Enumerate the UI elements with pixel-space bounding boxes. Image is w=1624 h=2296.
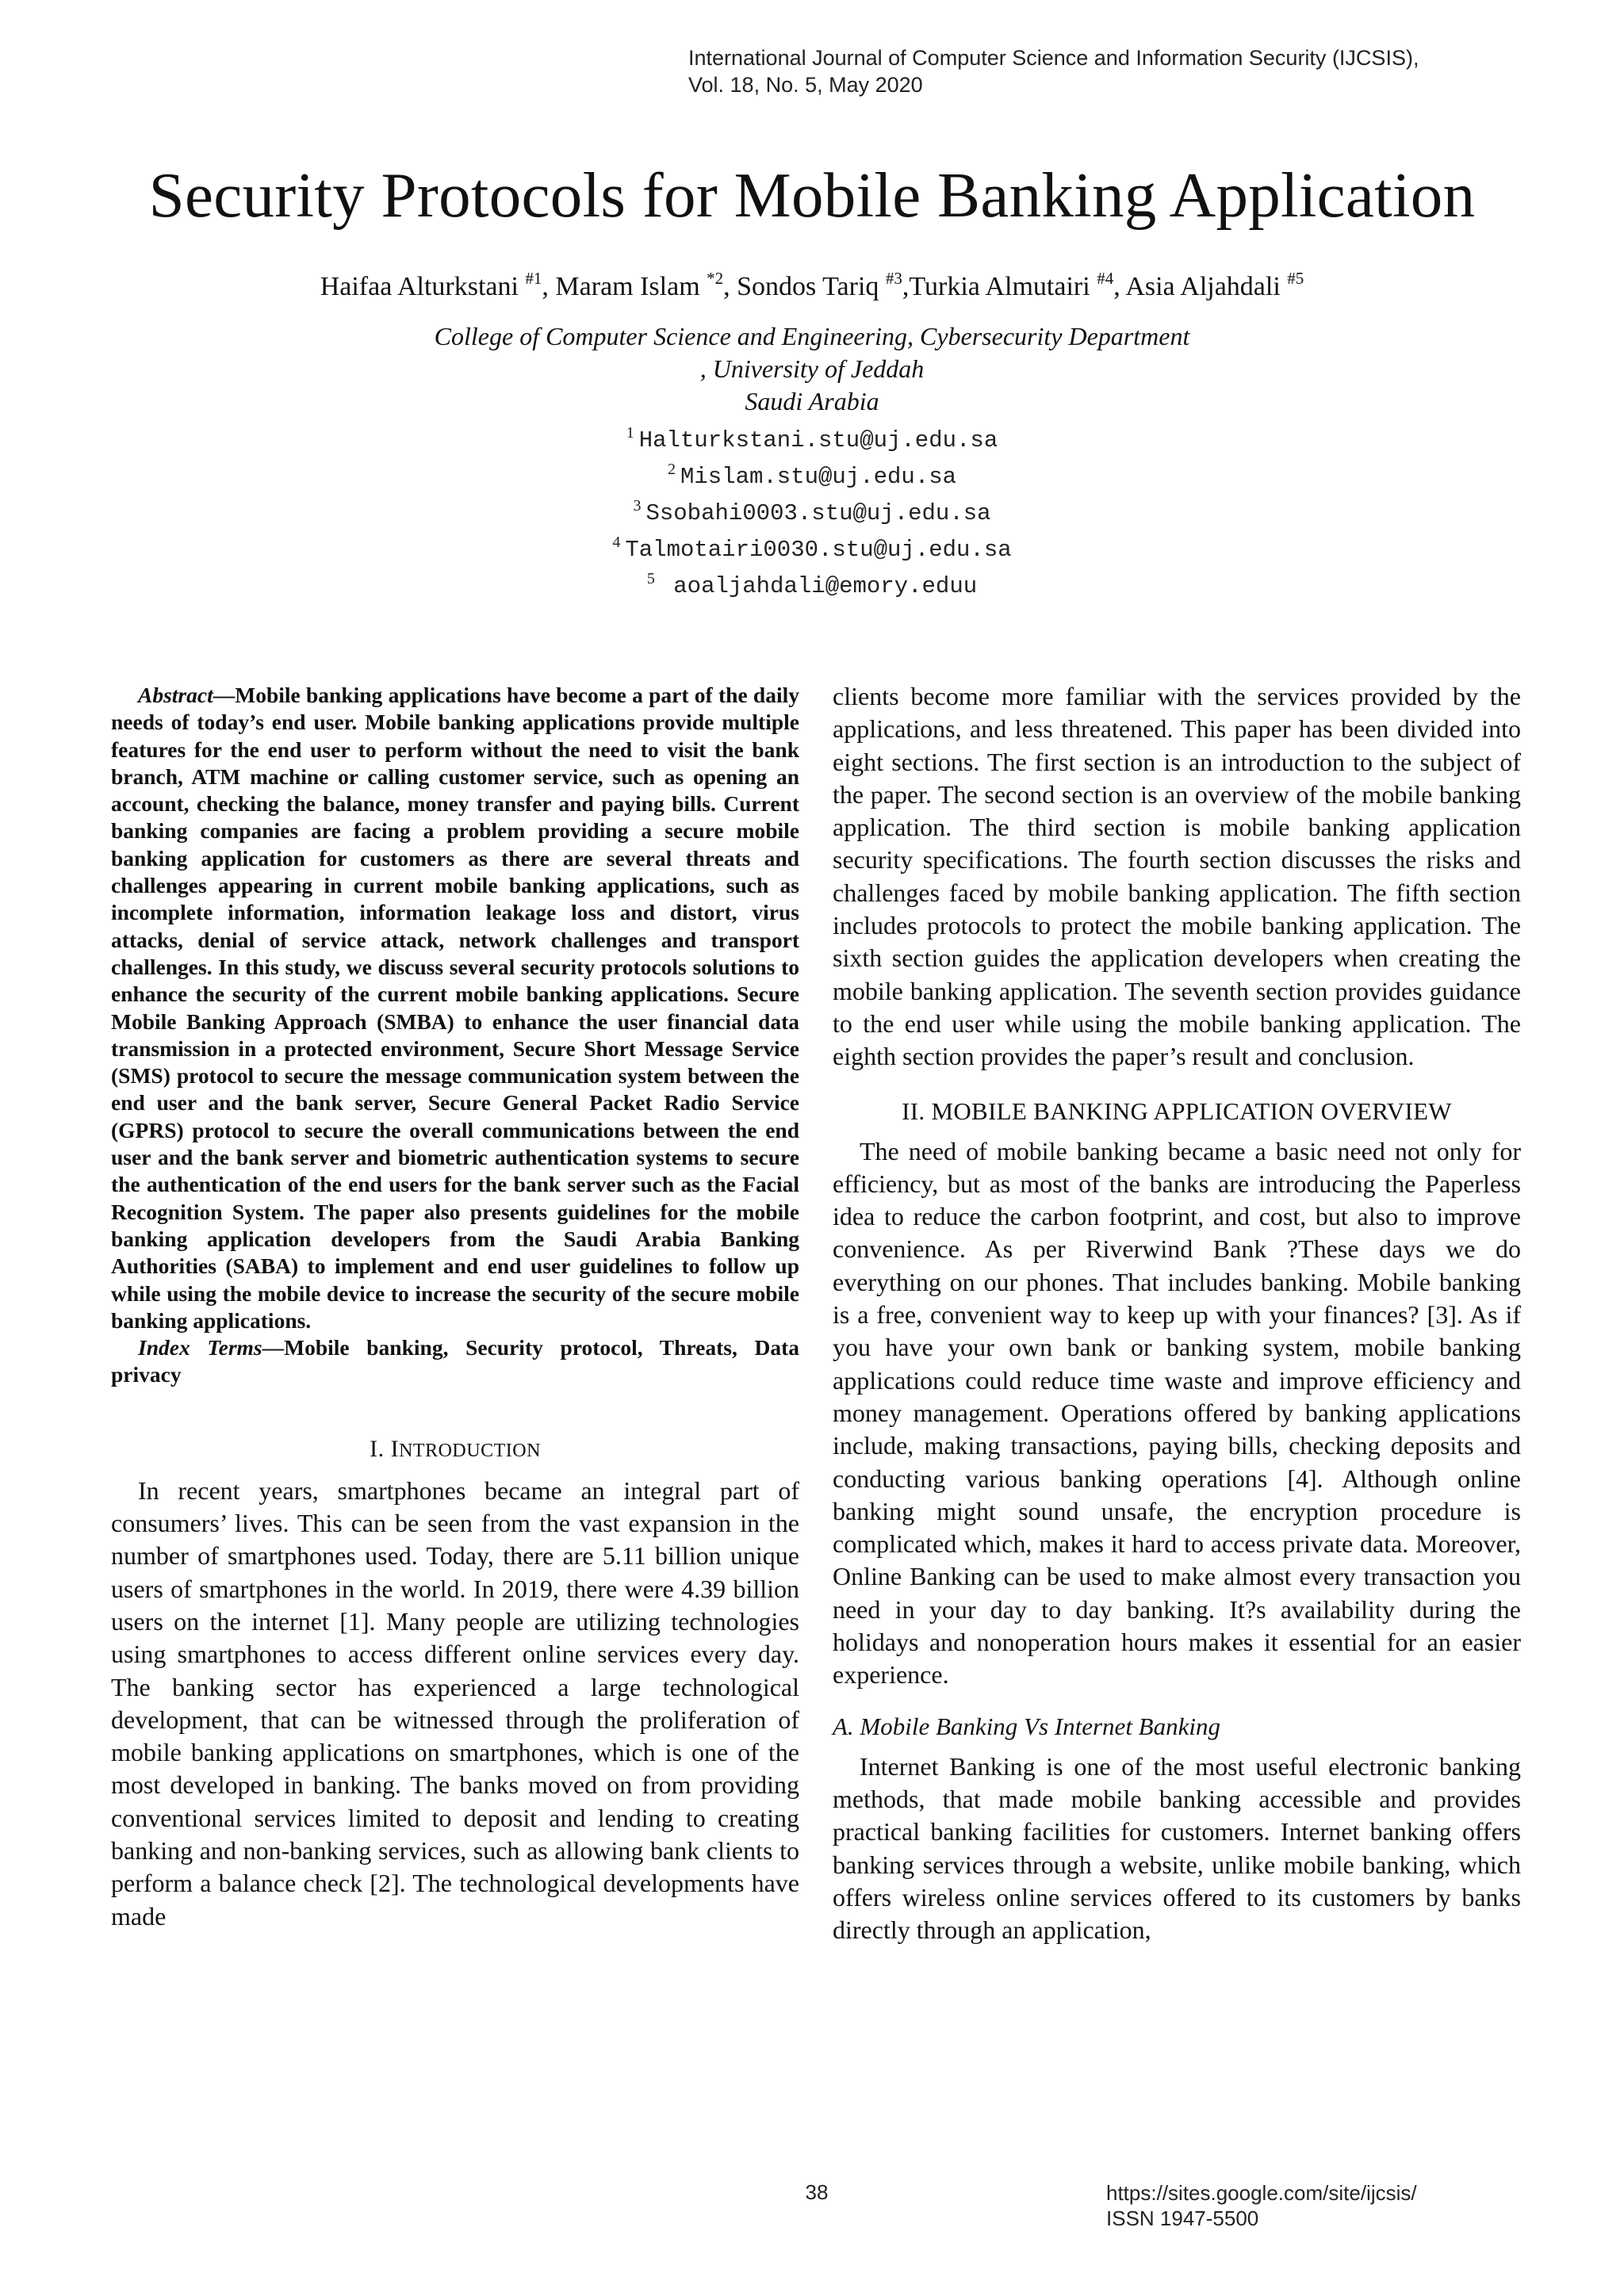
index-terms-text: —Mobile banking, Security protocol, Threats, Data privacy [111, 1335, 799, 1387]
email-address[interactable]: aoaljahdali@emory.eduu [659, 573, 978, 599]
page-number: 38 [805, 2180, 829, 2204]
section-heading-introduction [111, 1433, 799, 1467]
footer-info [1106, 2180, 1503, 2231]
author-name: Asia Aljahdali [1125, 272, 1288, 301]
email-item [0, 455, 1624, 492]
author-name: Haifaa Alturkstani [320, 272, 526, 301]
author-separator: , [1113, 272, 1126, 301]
index-terms-label: Index Terms [138, 1335, 262, 1360]
author-separator: , [723, 272, 737, 301]
abstract-text: —Mobile banking applications have become a part of the daily needs of today’s end user. Mobile banking applications provide multiple features for the end user to perform without the need to visit the bank branch, ATM machine or calling customer service, such as opening an account, checking the balance, money transfer and paying bills. Current banking companies are facing a problem providing a secure mobile banking application for customers as there are several threats and challenges appearing in current mobile banking applications, such as incomplete information, information leakage loss and distort, virus attacks, denial of service attack, network challenges and transport challenges. In this study, we discuss several security protocols solutions to enhance the security of the current mobile banking applications. Secure Mobile Banking Approach (SMBA) to enhance the user financial data transmission in a protected environment, Secure Short Message Service (SMS) protocol to secure the message communication system between the end user and the bank server, Secure General Packet Radio Service (GPRS) protocol to secure the overall communications between the end user and the bank server and biometric authentication systems to secure the authentication of the end users for the bank server such as the Facial Recognition System. The paper also presents guidelines for the mobile banking application developers from the Saudi Arabia Banking Authorities (SABA) to implement and end user guidelines to follow up while using the mobile device to increase the security of the secure mobile banking applications. [111, 683, 799, 1333]
email-address[interactable]: Mislam.stu@uj.edu.sa [680, 464, 957, 490]
footer-issn: ISSN 1947-5500 [1106, 2206, 1259, 2230]
section-title-rest: NTRODUCTION [399, 1440, 541, 1461]
paper-title: Security Protocols for Mobile Banking Application [148, 159, 1476, 231]
email-list [0, 419, 1624, 601]
right-column [833, 680, 1521, 1946]
email-item [0, 419, 1624, 455]
email-number: 5 [646, 570, 655, 587]
email-number: 2 [667, 461, 676, 478]
email-address[interactable]: Halturkstani.stu@uj.edu.sa [638, 427, 998, 453]
author-separator: , [542, 272, 556, 301]
section-numeral: I. [370, 1435, 391, 1462]
affiliation-department: College of Computer Science and Engineering, Cybersecurity Department [434, 322, 1190, 350]
author-mark: #3 [885, 269, 902, 288]
email-address[interactable]: Talmotairi0030.stu@uj.edu.sa [625, 537, 1012, 563]
author-mark: #4 [1097, 269, 1114, 288]
author-mark: #1 [525, 269, 542, 288]
author-mark: #5 [1287, 269, 1304, 288]
email-number: 1 [626, 424, 634, 442]
email-item [0, 492, 1624, 528]
author-list [0, 270, 1624, 304]
affiliation-university: , University of Jeddah [699, 354, 925, 383]
author-mark: *2 [707, 269, 724, 288]
affiliation [0, 320, 1624, 418]
email-number: 4 [612, 534, 621, 551]
section-heading-overview: II. MOBILE BANKING APPLICATION OVERVIEW [902, 1096, 1452, 1125]
journal-volume: Vol. 18, No. 5, May 2020 [688, 73, 923, 97]
journal-header [688, 44, 1561, 98]
journal-name: International Journal of Computer Science and Information Security (IJCSIS), [688, 46, 1419, 70]
affiliation-country: Saudi Arabia [745, 387, 879, 415]
section-title-initial: I [390, 1435, 400, 1462]
abstract [111, 682, 799, 1334]
author-name: Maram Islam [555, 272, 707, 301]
overview-paragraph: The need of mobile banking became a basic need not only for efficiency, but as most of the banks are introducing the Paperless idea to reduce the carbon footprint, and cost, but also to improve convenience. As per Riverwind Bank ?These days we do everything on our phones. That includes banking. Mobile banking is a free, convenient way to keep up with your finances? [3]. As if you have your own bank or banking system, mobile banking applications could reduce time waste and improve efficiency and money management. Operations offered by banking applications include, making transactions, paying bills, checking deposits and conducting various banking operations [4]. Although online banking might sound unsafe, the encryption procedure is complicated which, makes it hard to access private data. Moreover, Online Banking can be used to make almost every transaction you need in your day to day banking. It?s availability during the holidays and nonoperation hours makes it essential for an easier experience. [833, 1136, 1521, 1689]
subsection-heading: A. Mobile Banking Vs Internet Banking [833, 1712, 1220, 1740]
subsection-paragraph: Internet Banking is one of the most useful electronic banking methods, that made mobile banking accessible and provides practical banking facilities for customers. Internet banking offers banking services through a website, unlike mobile banking, which offers wireless online services offered to its customers by banks directly through an application, [833, 1751, 1521, 1945]
author-name: Turkia Almutairi [909, 272, 1097, 301]
email-item [0, 564, 1624, 601]
footer-url[interactable]: https://sites.google.com/site/ijcsis/ [1106, 2181, 1417, 2205]
author-name: Sondos Tariq [737, 272, 886, 301]
abstract-label: Abstract [138, 683, 213, 707]
email-address[interactable]: Ssobahi0003.stu@uj.edu.sa [645, 500, 991, 526]
email-item [0, 528, 1624, 564]
email-number: 3 [633, 497, 642, 515]
introduction-paragraph: In recent years, smartphones became an integral part of consumers’ lives. This can be seen from the vast expansion in the number of smartphones used. Today, there are 5.11 billion unique users of smartphones in the world. In 2019, there were 4.39 billion users on the internet [1]. Many people are utilizing technologies using smartphones to access different online services every day. The banking sector has experienced a large technological development, that can be witnessed through the proliferation of mobile banking applications on smartphones, which is one of the most developed in banking. The banks moved on from providing conventional services limited to deposit and lending to creating banking and non-banking services, such as allowing bank clients to perform a balance check [2]. The technological developments have made [111, 1475, 799, 1931]
introduction-continuation: clients become more familiar with the services provided by the applications, and less threatened. This paper has been divided into eight sections. The first section is an introduction to the subject of the paper. The second section is an overview of the mobile banking application. The third section is mobile banking application security specifications. The fourth section discusses the risks and challenges faced by mobile banking application. The fifth section includes protocols to protect the mobile banking application. The sixth section guides the application developers when creating the mobile banking application. The seventh section provides guidance to the end user while using the mobile banking application. The eighth section provides the paper’s result and conclusion. [833, 682, 1521, 1071]
index-terms [111, 1334, 799, 1389]
author-separator: , [902, 272, 910, 301]
left-column [111, 682, 799, 1933]
